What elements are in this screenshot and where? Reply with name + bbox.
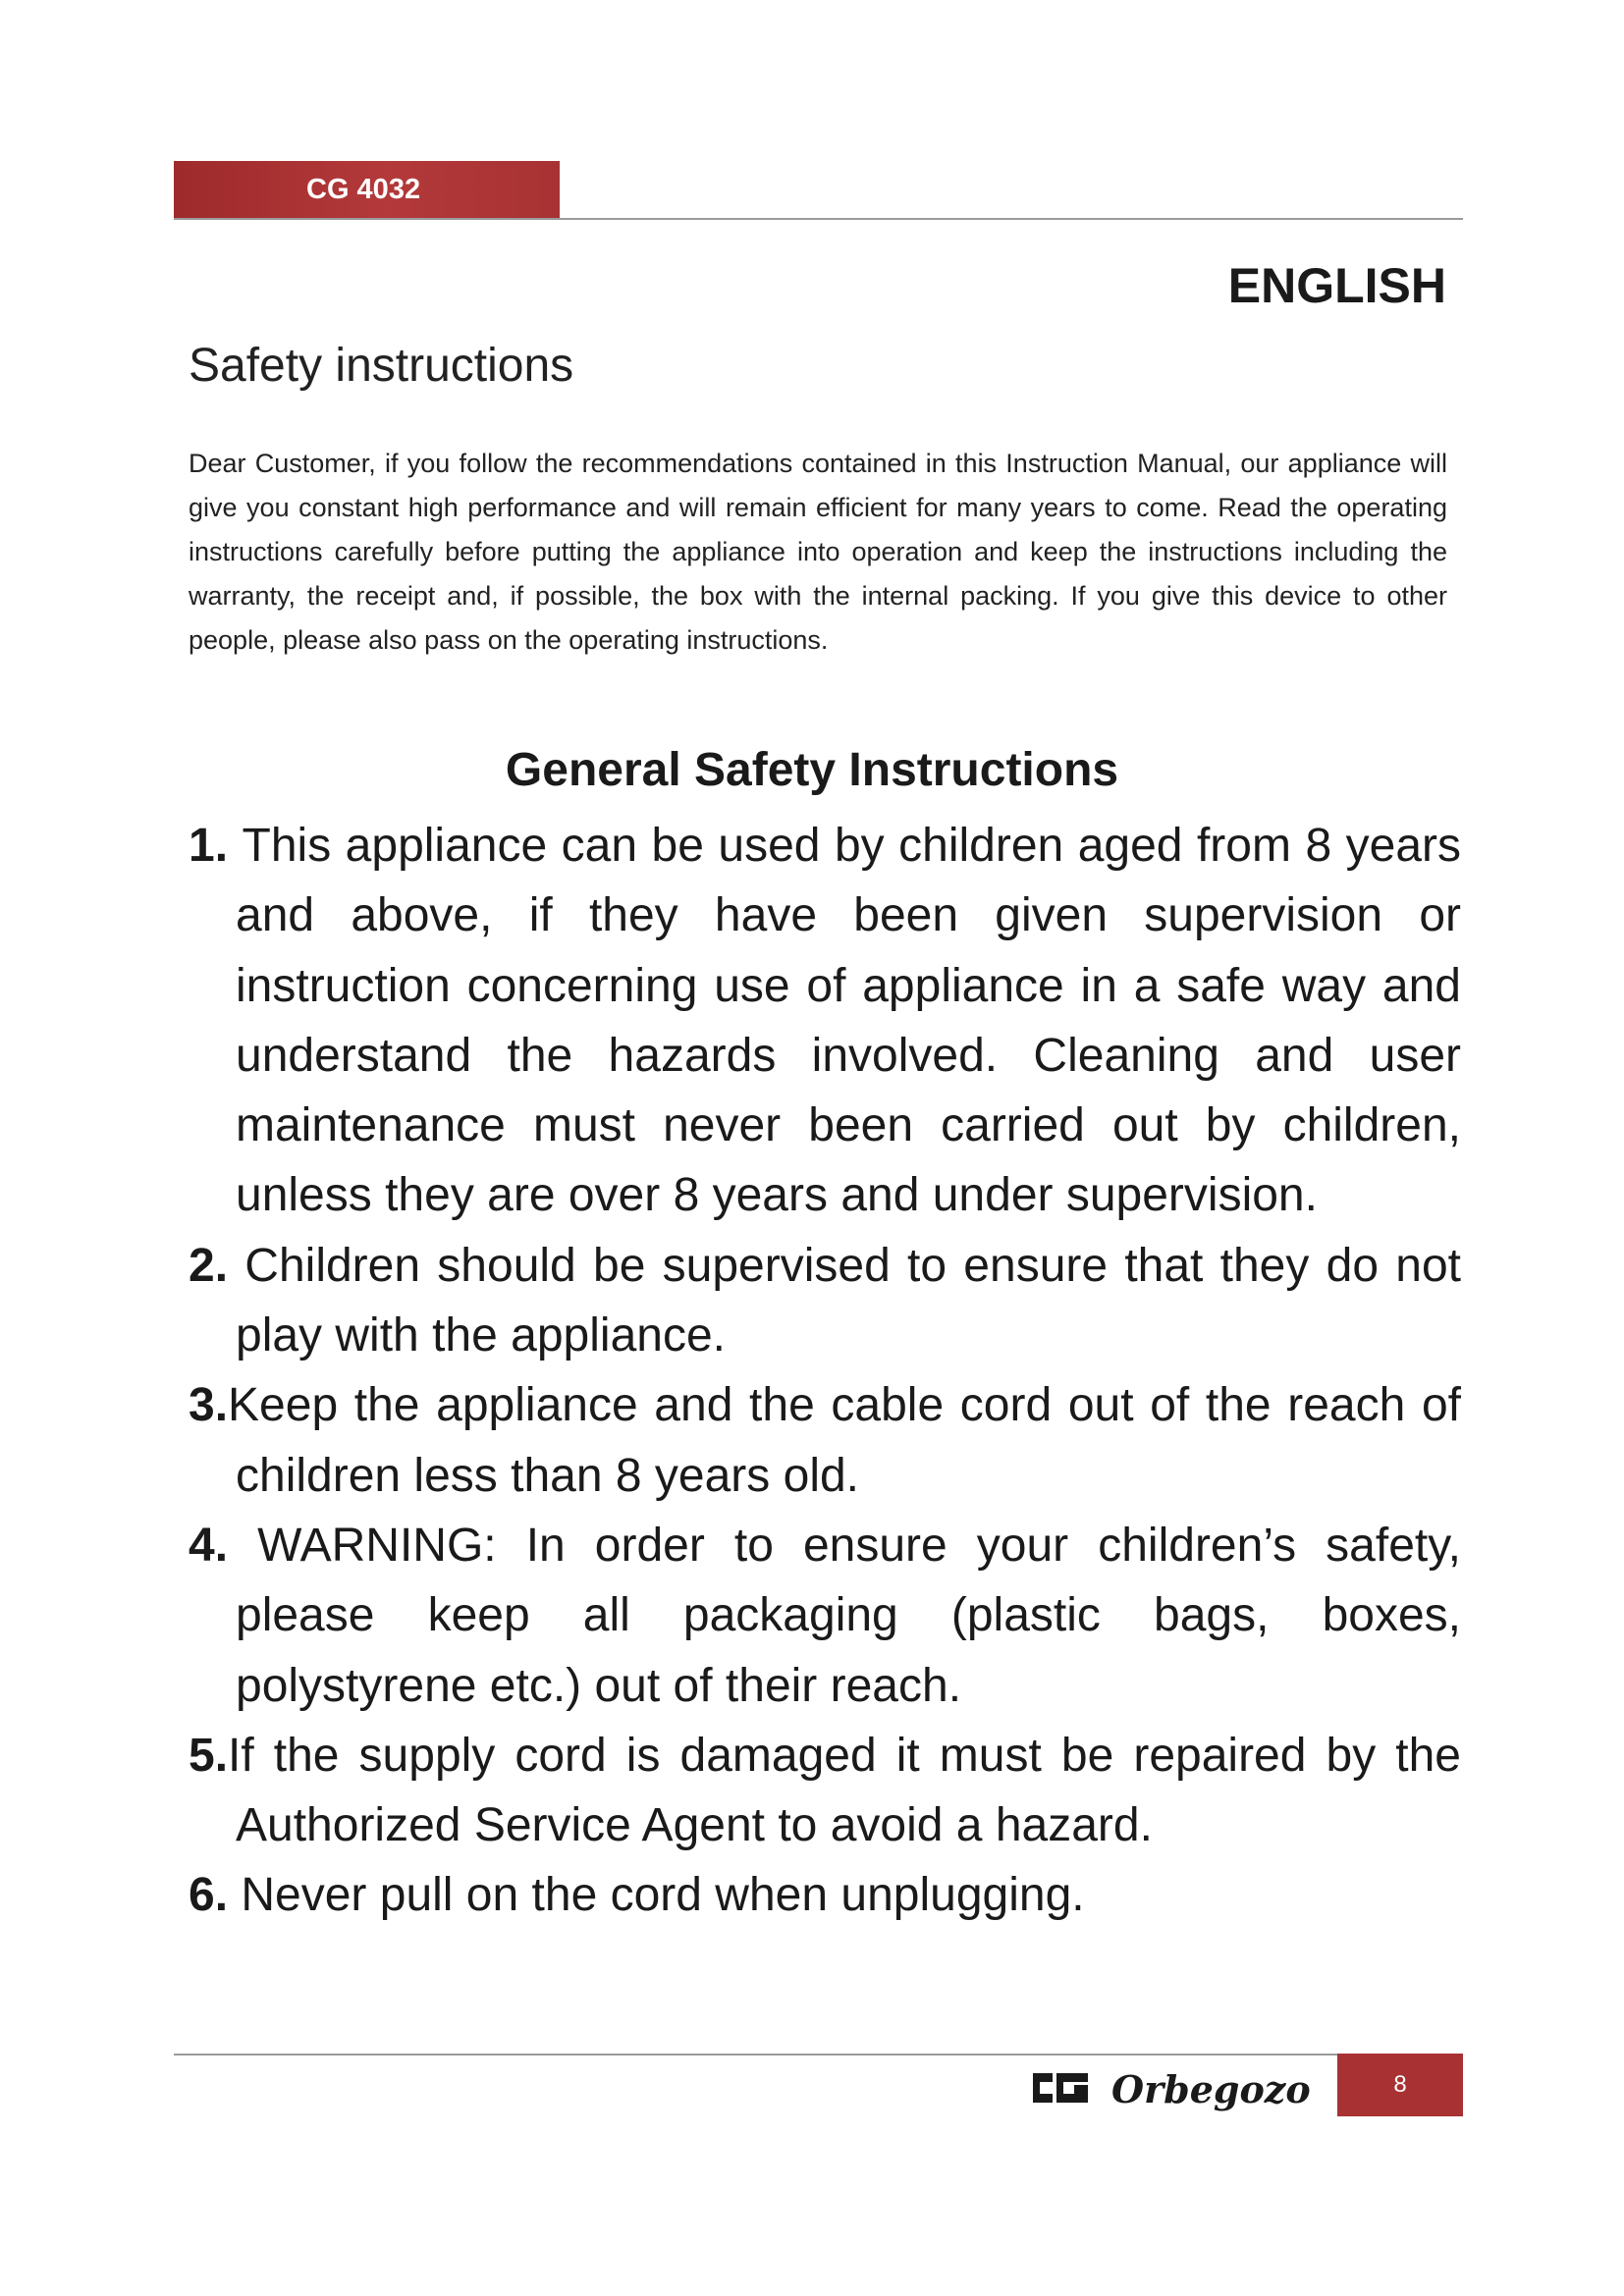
- page-number: 8: [1393, 2071, 1407, 2098]
- instruction-item-4: [189, 1511, 1461, 1721]
- cg-logo-icon: [1033, 2073, 1088, 2103]
- section-title: Safety instructions: [189, 340, 574, 392]
- instruction-item-1: [189, 811, 1461, 1231]
- instruction-number: 4.: [189, 1519, 258, 1572]
- instruction-number: 2.: [189, 1239, 245, 1292]
- page-number-box: [1337, 2054, 1463, 2116]
- instruction-number: 3.: [189, 1379, 229, 1432]
- instruction-list: [189, 811, 1461, 1931]
- instruction-item-3: [189, 1370, 1461, 1511]
- instruction-item-2: [189, 1231, 1461, 1371]
- instruction-text: Keep the appliance and the cable cord out of the reach of children less than 8 years old.: [228, 1379, 1461, 1502]
- instruction-text: Children should be supervised to ensure that they do not play with the appliance.: [236, 1239, 1461, 1362]
- language-heading: ENGLISH: [1227, 258, 1446, 313]
- instruction-text: If the supply cord is damaged it must be repaired by the Authorized Service Agent to avoid a hazard.: [228, 1729, 1461, 1852]
- model-header-bar: [174, 161, 560, 219]
- intro-paragraph: Dear Customer, if you follow the recommendations contained in this Instruction Manual, our appliance will give you constant high performance and will remain efficient for many years to come. Read the operating instructions carefully before putting the appliance into operation and keep the instructions including the warranty, the receipt and, if possible, the box with the internal packing. If you give this device to other people, please also pass on the operating instructions.: [189, 449, 1447, 655]
- instruction-text: WARNING: In order to ensure your children’s safety, please keep all packaging (plastic bags, boxes, polystyrene etc.) out of their reach.: [236, 1519, 1461, 1712]
- general-safety-title: General Safety Instructions: [505, 744, 1119, 796]
- instruction-number: 5.: [189, 1729, 229, 1782]
- instruction-text: Never pull on the cord when unplugging.: [241, 1869, 1085, 1922]
- model-label: CG 4032: [306, 174, 421, 205]
- instruction-number: 6.: [189, 1869, 242, 1922]
- instruction-number: 1.: [189, 820, 243, 872]
- instruction-text: This appliance can be used by children aged from 8 years and above, if they have been given supervision or instruction concerning use of appliance in a safe way and understand the hazards involved. Cleaning and user maintenance must never been carried out by children, unless they are over 8 years and under supervision.: [236, 820, 1461, 1222]
- brand-wordmark: Orbegozo: [1111, 2067, 1311, 2111]
- header-divider: [174, 218, 1463, 220]
- instruction-item-6: [189, 1860, 1461, 1930]
- footer-divider: [174, 2054, 1463, 2056]
- brand-logo: [1033, 2065, 1326, 2112]
- instruction-item-5: [189, 1721, 1461, 1861]
